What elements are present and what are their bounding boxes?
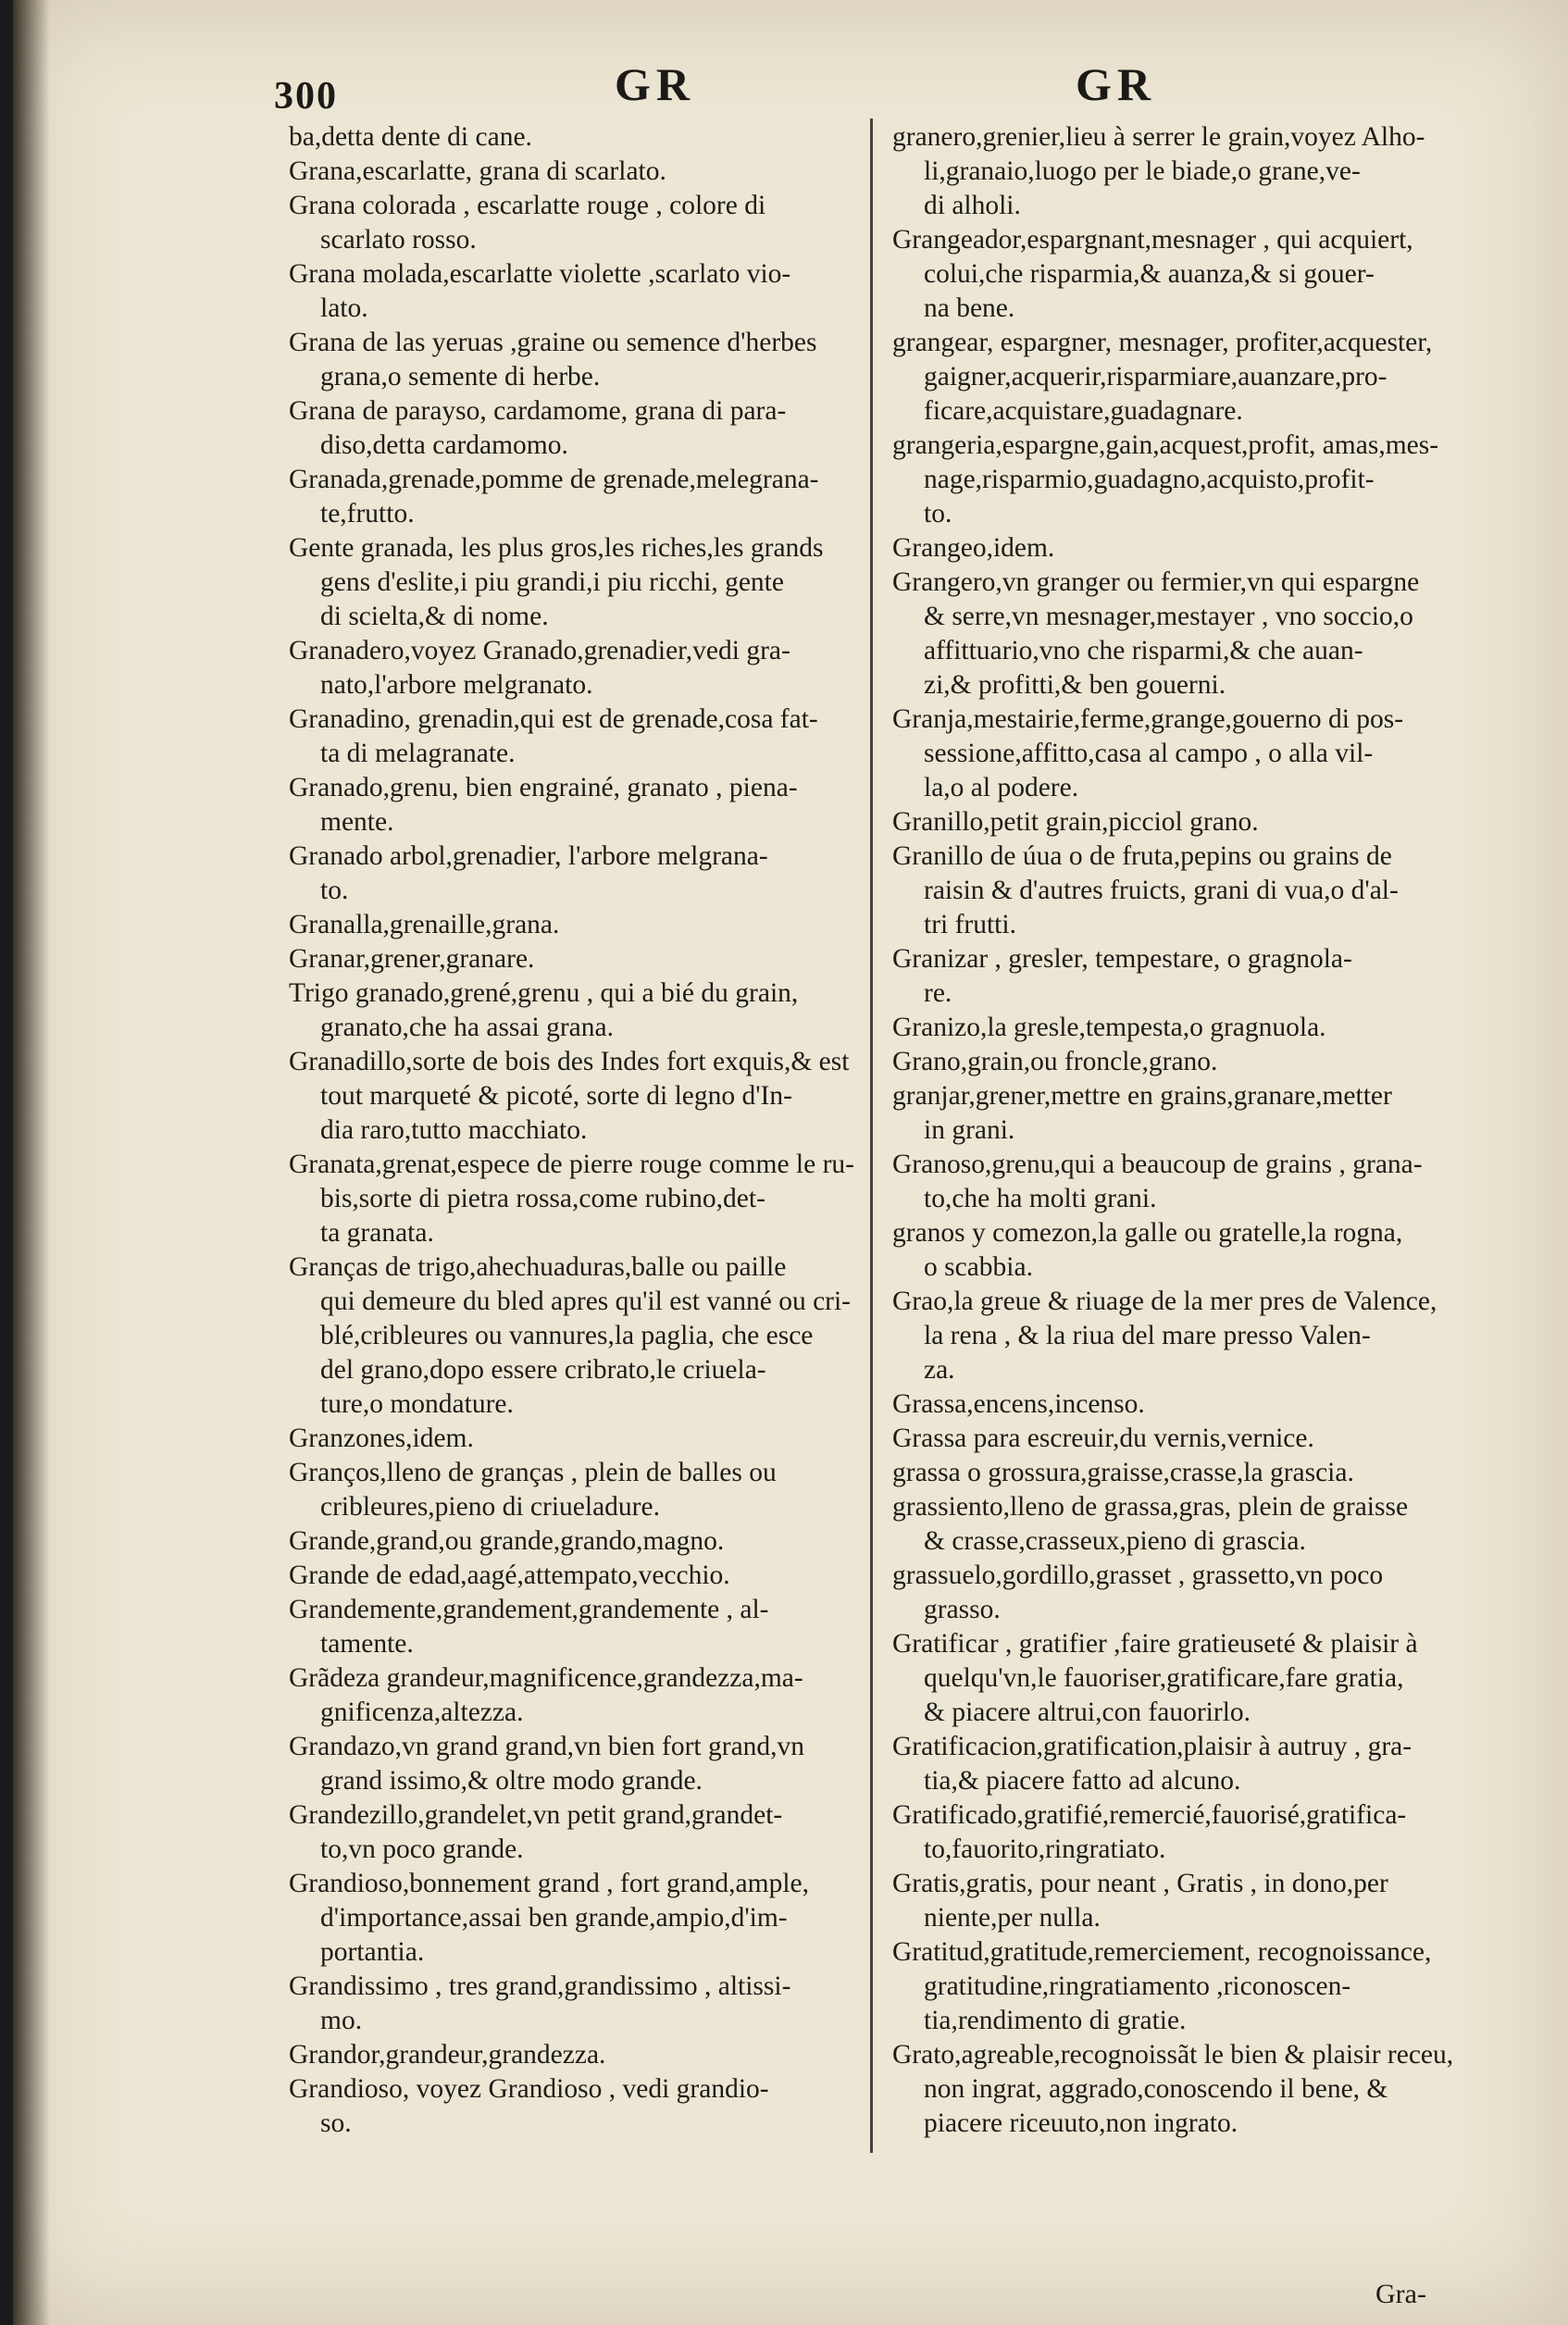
dictionary-entry	[892, 839, 1475, 942]
binding-shadow	[13, 0, 50, 2325]
entry-line: to.	[924, 499, 952, 528]
entry-line: o scabbia.	[924, 1252, 1033, 1282]
entry-line: & piacere altrui,con fauorirlo.	[924, 1697, 1251, 1727]
entry-line: grangear, espargner, mesnager, profiter,acquester,	[892, 328, 1433, 357]
entry-line: Grangeador,espargnant,mesnager , qui acquiert,	[892, 225, 1413, 255]
entry-line: Grande de edad,aagé,attempato,vecchio.	[289, 1560, 730, 1590]
entry-line: Grassa,encens,incenso.	[892, 1389, 1145, 1419]
dictionary-entry	[892, 1079, 1475, 1148]
dictionary-entry	[289, 839, 881, 908]
dictionary-entry	[289, 1422, 881, 1456]
entry-line: Granadillo,sorte de bois des Indes fort exquis,& est	[289, 1047, 850, 1076]
entry-line: to,vn poco grande.	[320, 1834, 524, 1864]
dictionary-entry	[892, 120, 1475, 223]
running-head-left: GR	[615, 58, 695, 110]
entry-line: la rena , & la riua del mare presso Valen-	[924, 1321, 1371, 1350]
entry-line: ta granata.	[320, 1218, 434, 1248]
dictionary-entry	[289, 1559, 881, 1593]
dictionary-entry	[289, 976, 881, 1045]
entry-line: granero,grenier,lieu à serrer le grain,voyez Alho-	[892, 122, 1425, 152]
dictionary-entry	[289, 1524, 881, 1559]
entry-line: non ingrat, aggrado,conoscendo il bene, &	[924, 2074, 1388, 2104]
dictionary-entry	[289, 1148, 881, 1250]
entry-line: affittuario,vno che risparmi,& che auan-	[924, 636, 1363, 665]
entry-line: Granata,grenat,espece de pierre rouge comme le ru-	[289, 1150, 854, 1179]
entry-line: Granzones,idem.	[289, 1424, 474, 1453]
dictionary-entry	[289, 1045, 881, 1148]
entry-line: Granalla,grenaille,grana.	[289, 910, 560, 939]
entry-line: Grato,agreable,recognoissãt le bien & plaisir receu,	[892, 2040, 1454, 2070]
entry-line: la,o al podere.	[924, 773, 1079, 802]
entry-line: Gratitud,gratitude,remerciement, recognoissance,	[892, 1937, 1432, 1967]
entry-line: cribleures,pieno di criueladure.	[320, 1492, 660, 1522]
entry-line: di scielta,& di nome.	[320, 602, 549, 631]
dictionary-entry	[289, 1250, 881, 1422]
entry-line: in grani.	[924, 1115, 1015, 1145]
dictionary-entry	[892, 1935, 1475, 2038]
entry-line: lato.	[320, 293, 368, 323]
entry-line: Granças de trigo,ahechuaduras,balle ou paille	[289, 1252, 787, 1282]
dictionary-page	[13, 0, 1568, 2325]
entry-line: granjar,grener,mettre en grains,granare,metter	[892, 1081, 1392, 1111]
dictionary-entry	[892, 1045, 1475, 1079]
dictionary-entry	[892, 1422, 1475, 1456]
catchword: Gra-	[1375, 2279, 1426, 2309]
entry-line: re.	[924, 978, 952, 1008]
entry-line: tia,rendimento di gratie.	[924, 2006, 1187, 2035]
entry-line: tamente.	[320, 1629, 414, 1659]
dictionary-entry	[892, 1387, 1475, 1422]
entry-line: Grandazo,vn grand grand,vn bien fort grand,vn	[289, 1732, 805, 1761]
dictionary-entry	[289, 1970, 881, 2038]
dictionary-entry	[289, 1867, 881, 1970]
entry-line: mo.	[320, 2006, 363, 2035]
entry-line: nato,l'arbore melgranato.	[320, 670, 593, 700]
entry-line: tri frutti.	[924, 910, 1016, 939]
dictionary-entry	[892, 566, 1475, 702]
dictionary-entry	[892, 326, 1475, 429]
dictionary-entry	[892, 1285, 1475, 1387]
entry-line: so.	[320, 2108, 352, 2138]
dictionary-entry	[892, 1867, 1475, 1935]
entry-line: Grandor,grandeur,grandezza.	[289, 2040, 606, 2070]
dictionary-entry	[289, 908, 881, 942]
dictionary-entry	[289, 257, 881, 326]
dictionary-entry	[289, 120, 881, 155]
entry-line: granato,che ha assai grana.	[320, 1013, 614, 1042]
dictionary-entry	[892, 1011, 1475, 1045]
dictionary-entry	[892, 531, 1475, 566]
entry-line: ba,detta dente di cane.	[289, 122, 532, 152]
entry-line: Grana colorada , escarlatte rouge , colore di	[289, 191, 766, 220]
left-column	[289, 120, 881, 2141]
entry-line: Grandezillo,grandelet,vn petit grand,grandet-	[289, 1800, 783, 1830]
entry-line: Grandioso, voyez Grandioso , vedi grandio-	[289, 2074, 769, 2104]
entry-line: Grandissimo , tres grand,grandissimo , altissi-	[289, 1971, 791, 2001]
entry-line: Grandioso,bonnement grand , fort grand,ample,	[289, 1869, 809, 1898]
dictionary-entry	[892, 702, 1475, 805]
running-head-right: GR	[1076, 58, 1156, 110]
entry-line: gaigner,acquerir,risparmiare,auanzare,pro-	[924, 362, 1388, 392]
dictionary-entry	[289, 2038, 881, 2072]
entry-line: scarlato rosso.	[320, 225, 477, 255]
dictionary-entry	[289, 1661, 881, 1730]
entry-line: Granizar , gresler, tempestare, o gragnola-	[892, 944, 1352, 974]
entry-line: dia raro,tutto macchiato.	[320, 1115, 588, 1145]
entry-line: Gratificacion,gratification,plaisir à autruy , gra-	[892, 1732, 1412, 1761]
entry-line: di alholi.	[924, 191, 1021, 220]
dictionary-entry	[289, 702, 881, 771]
entry-line: & crasse,crasseux,pieno di grascia.	[924, 1526, 1306, 1556]
entry-line: Grano,grain,ou froncle,grano.	[892, 1047, 1218, 1076]
dictionary-entry	[289, 155, 881, 189]
entry-line: granos y comezon,la galle ou gratelle,la rogna,	[892, 1218, 1403, 1248]
dictionary-entry	[289, 2072, 881, 2141]
entry-line: Grãdeza grandeur,magnificence,grandezza,ma-	[289, 1663, 803, 1693]
column-divider	[870, 118, 873, 2153]
dictionary-entry	[892, 1730, 1475, 1798]
dictionary-entry	[289, 394, 881, 463]
dictionary-entry	[289, 531, 881, 634]
entry-line: ture,o mondature.	[320, 1389, 514, 1419]
entry-line: ta di melagranate.	[320, 739, 516, 768]
entry-line: na bene.	[924, 293, 1015, 323]
dictionary-entry	[289, 1798, 881, 1867]
entry-line: Granillo,petit grain,picciol grano.	[892, 807, 1259, 837]
dictionary-entry	[289, 1456, 881, 1524]
entry-line: grassa o grossura,graisse,crasse,la grascia.	[892, 1458, 1354, 1487]
entry-line: Grana molada,escarlatte violette ,scarlato vio-	[289, 259, 791, 289]
dictionary-entry	[892, 1627, 1475, 1730]
entry-line: Granada,grenade,pomme de grenade,melegrana-	[289, 465, 819, 494]
entry-line: tout marqueté & picoté, sorte di legno d'In-	[320, 1081, 792, 1111]
entry-line: te,frutto.	[320, 499, 415, 528]
dictionary-entry	[892, 1559, 1475, 1627]
entry-line: Granoso,grenu,qui a beaucoup de grains , grana-	[892, 1150, 1423, 1179]
entry-line: zi,& profitti,& ben gouerni.	[924, 670, 1226, 700]
entry-line: nage,risparmio,guadagno,acquisto,profit-	[924, 465, 1375, 494]
entry-line: grassuelo,gordillo,grasset , grassetto,vn poco	[892, 1560, 1384, 1590]
entry-line: Granado arbol,grenadier, l'arbore melgrana-	[289, 841, 768, 871]
entry-line: Gratificar , gratifier ,faire gratieuseté & plaisir à	[892, 1629, 1418, 1659]
entry-line: Granar,grener,granare.	[289, 944, 535, 974]
entry-line: qui demeure du bled apres qu'il est vanné ou cri-	[320, 1287, 852, 1316]
entry-line: grasso.	[924, 1595, 1001, 1624]
entry-line: Granizo,la gresle,tempesta,o gragnuola.	[892, 1013, 1326, 1042]
entry-line: raisin & d'autres fruicts, grani di vua,o d'al-	[924, 876, 1399, 905]
entry-line: grassiento,lleno de grassa,gras, plein de graisse	[892, 1492, 1409, 1522]
entry-line: colui,che risparmia,& auanza,& si gouer-	[924, 259, 1375, 289]
entry-line: bis,sorte di pietra rossa,come rubino,det-	[320, 1184, 765, 1213]
entry-line: blé,cribleures ou vannures,la paglia, che esce	[320, 1321, 814, 1350]
entry-line: to.	[320, 876, 349, 905]
entry-line: sessione,affitto,casa al campo , o alla vil-	[924, 739, 1374, 768]
entry-line: li,granaio,luogo per le biade,o grane,ve-	[924, 156, 1361, 186]
entry-line: Grassa para escreuir,du vernis,vernice.	[892, 1424, 1314, 1453]
dictionary-entry	[892, 1798, 1475, 1867]
entry-line: grana,o semente di herbe.	[320, 362, 601, 392]
dictionary-entry	[289, 1730, 881, 1798]
entry-line: diso,detta cardamomo.	[320, 430, 568, 460]
entry-line: Gratificado,gratifié,remercié,fauorisé,gratifica-	[892, 1800, 1407, 1830]
entry-line: za.	[924, 1355, 955, 1385]
entry-line: Granadino, grenadin,qui est de grenade,cosa fat-	[289, 704, 818, 734]
dictionary-entry	[289, 1593, 881, 1661]
dictionary-entry	[892, 2038, 1475, 2141]
dictionary-entry	[289, 463, 881, 531]
entry-line: Grangero,vn granger ou fermier,vn qui espargne	[892, 567, 1420, 597]
entry-line: Gratis,gratis, pour neant , Gratis , in dono,per	[892, 1869, 1388, 1898]
dictionary-entry	[289, 189, 881, 257]
entry-line: del grano,dopo essere cribrato,le criuela-	[320, 1355, 766, 1385]
dictionary-entry	[289, 634, 881, 702]
entry-line: Grana,escarlatte, grana di scarlato.	[289, 156, 666, 186]
dictionary-entry	[892, 223, 1475, 326]
dictionary-entry	[289, 326, 881, 394]
dictionary-entry	[892, 1216, 1475, 1285]
entry-line: Grande,grand,ou grande,grando,magno.	[289, 1526, 725, 1556]
entry-line: & serre,vn mesnager,mestayer , vno soccio,o	[924, 602, 1413, 631]
entry-line: mente.	[320, 807, 394, 837]
dictionary-entry	[892, 805, 1475, 839]
dictionary-entry	[289, 771, 881, 839]
entry-line: to,fauorito,ringratiato.	[924, 1834, 1166, 1864]
entry-line: Granadero,voyez Granado,grenadier,vedi gra-	[289, 636, 790, 665]
entry-line: quelqu'vn,le fauoriser,gratificare,fare gratia,	[924, 1663, 1404, 1693]
entry-line: Grana de las yeruas ,graine ou semence d'herbes	[289, 328, 817, 357]
dictionary-entry	[892, 1456, 1475, 1490]
entry-line: Grao,la greue & riuage de la mer pres de Valence,	[892, 1287, 1437, 1316]
entry-line: grangeria,espargne,gain,acquest,profit, amas,mes-	[892, 430, 1439, 460]
entry-line: tia,& piacere fatto ad alcuno.	[924, 1766, 1241, 1796]
entry-line: piacere riceuuto,non ingrato.	[924, 2108, 1238, 2138]
entry-line: to,che ha molti grani.	[924, 1184, 1157, 1213]
dictionary-entry	[892, 942, 1475, 1011]
page-number: 300	[274, 75, 338, 118]
dictionary-entry	[892, 1490, 1475, 1559]
entry-line: Grangeo,idem.	[892, 533, 1055, 563]
entry-line: Grandemente,grandement,grandemente , al-	[289, 1595, 769, 1624]
entry-line: Trigo granado,grené,grenu , qui a bié du grain,	[289, 978, 799, 1008]
entry-line: Granços,lleno de granças , plein de balles ou	[289, 1458, 777, 1487]
entry-line: Granillo de úua o de fruta,pepins ou grains de	[892, 841, 1392, 871]
dictionary-entry	[892, 429, 1475, 531]
entry-line: Gente granada, les plus gros,les riches,les grands	[289, 533, 824, 563]
entry-line: Grana de parayso, cardamome, grana di para-	[289, 396, 787, 426]
entry-line: portantia.	[320, 1937, 425, 1967]
entry-line: niente,per nulla.	[924, 1903, 1101, 1933]
entry-line: Granja,mestairie,ferme,grange,gouerno di pos-	[892, 704, 1404, 734]
entry-line: gratitudine,ringratiamento ,riconoscen-	[924, 1971, 1351, 2001]
dictionary-entry	[892, 1148, 1475, 1216]
entry-line: d'importance,assai ben grande,ampio,d'im-	[320, 1903, 788, 1933]
entry-line: Granado,grenu, bien engrainé, granato , piena-	[289, 773, 798, 802]
dictionary-entry	[289, 942, 881, 976]
right-column	[892, 120, 1475, 2141]
entry-line: gnificenza,altezza.	[320, 1697, 524, 1727]
entry-line: ficare,acquistare,guadagnare.	[924, 396, 1243, 426]
entry-line: gens d'eslite,i piu grandi,i piu ricchi, gente	[320, 567, 784, 597]
entry-line: grand issimo,& oltre modo grande.	[320, 1766, 703, 1796]
